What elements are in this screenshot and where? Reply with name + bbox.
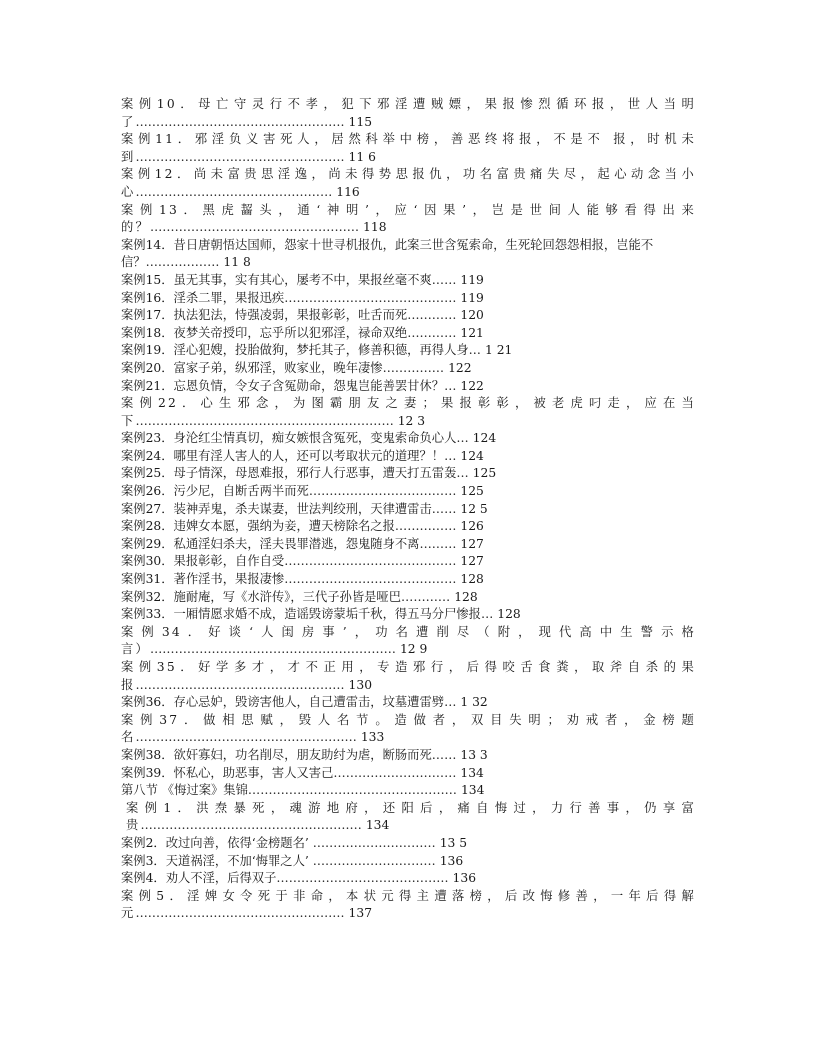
toc-entry-title: 案例35．好学多才，才不正用，专造邪行，后得咬舌食粪，取斧自杀的果报 <box>121 660 696 692</box>
toc-leader-dots: … <box>456 431 469 446</box>
toc-page-number: 120 <box>460 308 484 323</box>
toc-page-number: 12 9 <box>399 642 428 657</box>
toc-entry-title: 案例5．淫婢女令死于非命，本状元得主遭落榜，后改悔修善，一年后得解元 <box>121 888 696 921</box>
toc-entry-title: 案例3．天道祸淫，不加‘悔罪之人’ <box>121 853 313 868</box>
toc-entry-title: 案例1．洪焘暴死，魂游地府，还阳后，痛自悔过，力行善事，仍享富贵 <box>126 800 696 833</box>
toc-leader-dots: ………… <box>407 308 457 323</box>
toc-leader-dots: …………………………………………… <box>135 906 345 921</box>
toc-entry <box>121 835 696 853</box>
toc-entry <box>121 536 696 554</box>
toc-leader-dots: ………… <box>407 325 457 340</box>
toc-entry <box>121 765 696 783</box>
toc-entry-title: 案例16．淫杀二罪，果报迅疾 <box>121 290 285 305</box>
toc-page-number: 126 <box>460 519 484 534</box>
toc-entry <box>121 360 696 378</box>
toc-entry-title: 案例36．存心忌妒，毁谤害他人，自己遭雷击，坟墓遭雷劈 <box>121 695 445 710</box>
toc-page-number: 128 <box>460 572 484 587</box>
toc-page-number: 115 <box>348 114 373 129</box>
toc-page-number: 13 3 <box>460 747 488 762</box>
toc-page-number: 11 6 <box>348 149 376 164</box>
toc-leader-dots: ……… <box>419 536 457 551</box>
toc-leader-dots: …………………………………………………… <box>150 642 396 657</box>
toc-entry <box>121 606 696 624</box>
toc-entry <box>121 800 696 835</box>
toc-page-number: 119 <box>460 290 484 305</box>
toc-leader-dots: …………………………………………… <box>135 114 345 129</box>
toc-leader-dots: ……………………………… <box>308 484 457 499</box>
toc-page-number: 122 <box>448 360 472 375</box>
toc-entry-title: 案例23．身沦红尘情真切，痴女嫉恨含冤死，变鬼索命负心人 <box>121 431 457 446</box>
toc-entry-title: 案例18．夜梦关帝授印，忘乎所以犯邪淫，禄命双绝 <box>121 325 408 340</box>
toc-page-number: 122 <box>460 378 484 393</box>
toc-leader-dots: …………………………………… <box>284 554 457 569</box>
toc-page-number: 136 <box>452 871 477 886</box>
toc-entry-title: 案例19．淫心犯嫂，投胎做狗，梦托其子，修善积德，再得人身 <box>121 343 469 358</box>
toc-page-number: 125 <box>460 484 484 499</box>
toc-entry <box>121 694 696 712</box>
toc-leader-dots: ………………………… <box>333 765 457 780</box>
toc-page-number: 116 <box>336 184 360 199</box>
toc-page-number: 13 5 <box>439 835 468 850</box>
toc-entry <box>121 501 696 519</box>
toc-leader-dots: …………………………………………… <box>150 220 360 235</box>
toc-page-number: 124 <box>460 448 484 463</box>
toc-page-number: 11 8 <box>223 255 251 270</box>
toc-leader-dots: … <box>456 466 469 481</box>
toc-entry-title: 案例31．著作淫书，果报凄惨 <box>121 572 285 587</box>
toc-page-number: 119 <box>460 272 484 287</box>
toc-entry <box>121 888 696 923</box>
toc-entry-title: 案例33．一厢情愿求婚不成，造谣毁谤蒙垢千秋，得五马分尸惨报 <box>121 607 481 622</box>
toc-page-number: 124 <box>472 431 497 446</box>
toc-leader-dots: … <box>468 343 481 358</box>
toc-entry-title: 案例26．污少尼，自断舌两半而死 <box>121 484 309 499</box>
toc-leader-dots: … <box>480 607 494 622</box>
toc-leader-dots: … <box>444 378 457 393</box>
toc-page-number: 121 <box>460 325 484 340</box>
toc-entry-title: 案例17．执法犯法，恃强凌弱，果报彰彰，吐舌而死 <box>121 308 408 323</box>
toc-entry <box>121 870 696 888</box>
toc-entry-title: 案例34．好谈‘人闺房事’，功名遭削尽（附，现代高中生警示格言） <box>121 624 696 657</box>
toc-leader-dots: …………………………………… <box>284 290 457 305</box>
toc-leader-dots: …… <box>431 501 457 516</box>
toc-leader-dots: …………………………………………… <box>135 149 345 164</box>
toc-page-number: 134 <box>460 783 485 798</box>
toc-entry-title: 案例14．昔日唐朝悟达国师，怨家十世寻机报仇，此案三世含冤索命，生死轮回怨怨相报，岂能不信？ <box>121 237 654 270</box>
toc-leader-dots: ……………………………………………… <box>140 818 362 833</box>
toc-entry <box>121 659 696 694</box>
toc-leader-dots: …………… <box>382 360 445 375</box>
toc-leader-dots: ………… <box>401 589 451 604</box>
table-of-contents <box>121 96 696 923</box>
toc-leader-dots: ……………………………………………………… <box>135 413 394 428</box>
toc-leader-dots: ………………………… <box>312 853 436 868</box>
toc-entry <box>121 272 696 290</box>
toc-entry <box>121 325 696 343</box>
toc-page-number: 125 <box>472 466 497 481</box>
toc-entry-title: 案例2．改过向善，依得‘金榜题名’ <box>121 835 313 850</box>
toc-leader-dots: …… <box>431 747 457 762</box>
toc-entry <box>121 747 696 765</box>
toc-entry-title: 案例28．违婢女本愿，强纳为妾，遭天榜除名之报 <box>121 519 395 534</box>
toc-entry-title: 案例20．富家子弟，纵邪淫，败家业，晚年凄惨 <box>121 360 383 375</box>
toc-entry-title: 案例21．忘恩负情，令女子含冤勋命，怨鬼岂能善罢甘休？ <box>121 378 445 393</box>
toc-entry <box>121 395 696 430</box>
toc-entry-title: 案例12．尚未富贵思淫逸，尚未得势思报仇，功名富贵痛失尽，起心动念当小心 <box>121 167 696 199</box>
toc-entry-title: 案例37．做相思赋，毁人名节。造做者，双目失明；劝戒者，金榜题名 <box>121 712 696 745</box>
toc-page-number: 127 <box>460 536 484 551</box>
toc-entry-title: 案例29．私通淫妇杀夫，淫夫畏罪潜逃，怨鬼随身不离 <box>121 536 420 551</box>
toc-leader-dots: … <box>444 448 457 463</box>
toc-page-number: 1 21 <box>484 343 513 358</box>
toc-entry <box>121 624 696 659</box>
toc-leader-dots: …………………………………………… <box>247 783 457 798</box>
toc-entry <box>121 131 696 166</box>
toc-entry <box>121 782 696 800</box>
toc-entry-title: 案例11．邪淫负义害死人，居然科举中榜，善恶终将报，不是不 报，时机未到 <box>121 132 696 164</box>
toc-page-number: 128 <box>454 589 478 604</box>
toc-entry <box>121 290 696 308</box>
toc-entry <box>121 430 696 448</box>
toc-entry <box>121 483 696 501</box>
toc-page-number: 12 3 <box>397 413 426 428</box>
toc-page-number: 134 <box>365 818 390 833</box>
toc-entry-title: 案例25．母子情深，母恩难报，邪行人行恶事，遭天打五雷轰 <box>121 466 457 481</box>
toc-page-number: 136 <box>439 853 464 868</box>
toc-leader-dots: ………………………………………… <box>135 184 333 199</box>
toc-page-number: 133 <box>360 730 385 745</box>
toc-entry-title: 案例24．哪里有淫人害人的人，还可以考取状元的道理？！ <box>121 448 445 463</box>
toc-entry-title: 案例13．黑虎齧头，通‘神明’，应‘因果’，岂是世间人能够看得出来的？ <box>121 202 696 235</box>
toc-entry <box>121 465 696 483</box>
toc-entry <box>121 378 696 396</box>
toc-page-number: 134 <box>460 765 484 780</box>
toc-leader-dots: …………………………………… <box>276 871 449 886</box>
toc-leader-dots: …………… <box>394 519 457 534</box>
toc-leader-dots: ………………………… <box>312 835 436 850</box>
toc-page-number: 128 <box>497 607 521 622</box>
toc-entry <box>121 166 696 201</box>
toc-entry <box>121 589 696 607</box>
toc-entry <box>121 342 696 360</box>
toc-leader-dots: ……………………………………………… <box>135 730 357 745</box>
toc-entry <box>121 237 696 272</box>
toc-leader-dots: … <box>444 695 457 710</box>
toc-leader-dots: …… <box>431 272 457 287</box>
toc-entry-title: 案例30．果报彰彰，自作自受 <box>121 554 285 569</box>
toc-entry-title: 案例39．怀私心，助恶事，害人又害己 <box>121 765 334 780</box>
toc-entry-title: 案例10．母亡守灵行不孝，犯下邪淫遭贼嫖，果报惨烈循环报，世人当明了 <box>121 97 696 129</box>
toc-page-number: 127 <box>460 554 484 569</box>
toc-entry <box>121 96 696 131</box>
toc-page-number: 137 <box>348 906 373 921</box>
toc-leader-dots: …………………………………………… <box>135 677 345 692</box>
toc-leader-dots: …………………………………… <box>284 572 457 587</box>
toc-entry-title: 案例15．虽无其事，实有其心，屡考不中，果报丝毫不爽 <box>121 272 432 287</box>
toc-entry-title: 案例38．欲奸寡妇，功名削尽，朋友助纣为虐，断肠而死 <box>121 747 432 762</box>
toc-entry <box>121 853 696 871</box>
toc-entry-title: 案例4．劝人不淫，后得双子 <box>121 871 277 886</box>
toc-page-number: 118 <box>363 220 387 235</box>
toc-entry <box>121 553 696 571</box>
toc-entry <box>121 448 696 466</box>
toc-entry-title: 案例27．装神弄鬼，杀夫谋妻，世法判绞刑，天律遭雷击 <box>121 501 432 516</box>
toc-page-number: 130 <box>348 677 373 692</box>
toc-page-number: 12 5 <box>460 501 488 516</box>
toc-entry <box>121 202 696 237</box>
toc-entry-title: 第八节 《悔过案》集锦 <box>121 783 248 798</box>
toc-entry <box>121 307 696 325</box>
toc-leader-dots: ……………… <box>145 255 220 270</box>
toc-page-number: 1 32 <box>460 695 488 710</box>
toc-entry <box>121 712 696 747</box>
toc-entry <box>121 518 696 536</box>
toc-entry <box>121 571 696 589</box>
toc-entry-title: 案例22．心生邪念，为图霸朋友之妻；果报彰彰，被老虎叼走，应在当下 <box>121 396 696 428</box>
toc-entry-title: 案例32．施耐庵，写《水浒传》，三代子孙皆是哑巴 <box>121 589 402 604</box>
